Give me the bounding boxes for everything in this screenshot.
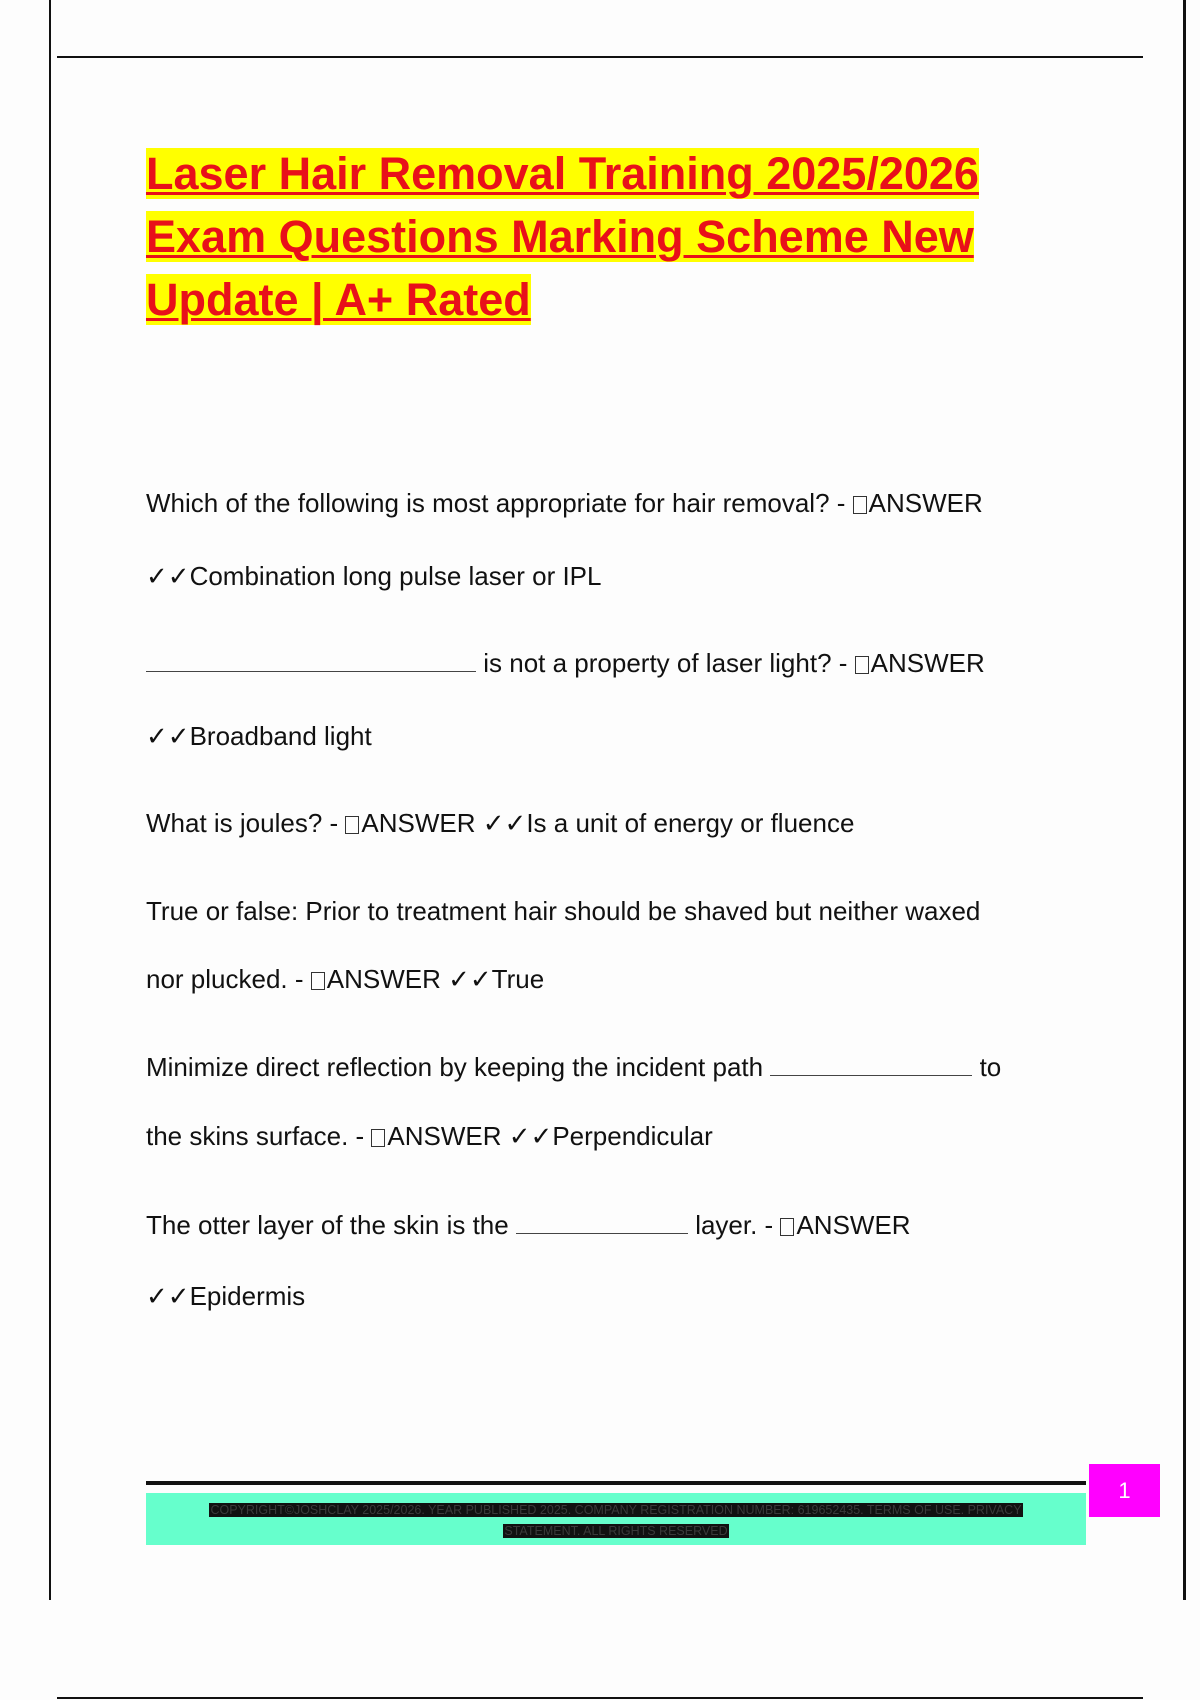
- answer-text: ✓✓True: [440, 964, 545, 994]
- missing-glyph-icon: [371, 1129, 385, 1147]
- question-prompt: to: [979, 1052, 1002, 1082]
- question-text: [146, 1210, 911, 1241]
- answer-label: ANSWER: [326, 964, 441, 994]
- question-text: True or false: Prior to treatment hair should be shaved but neither waxed: [146, 896, 981, 926]
- question-text: [146, 648, 985, 679]
- answer-text: ✓✓Epidermis: [146, 1281, 306, 1311]
- copyright-line-2: STATEMENT. ALL RIGHTS RESERVED: [504, 1524, 728, 1538]
- question-prompt: the skins surface. -: [146, 1121, 372, 1151]
- footer-rule: [146, 1481, 1086, 1485]
- question-prompt: The otter layer of the skin is the: [146, 1210, 509, 1240]
- missing-glyph-icon: [345, 816, 359, 834]
- answer-text: ✓✓Perpendicular: [501, 1121, 713, 1151]
- question-prompt: nor plucked. -: [146, 964, 311, 994]
- question-text: [146, 488, 983, 519]
- fill-in-blank: [146, 651, 476, 672]
- document-title-text: Laser Hair Removal Training 2025/2026 Exam Questions Marking Scheme New Update | A+ Rated: [146, 148, 979, 325]
- answer-label: ANSWER: [361, 808, 476, 838]
- document-title: [146, 142, 1086, 331]
- question-prompt: Which of the following is most appropriate for hair removal? -: [146, 488, 853, 518]
- fill-in-blank: [770, 1055, 972, 1076]
- fill-in-blank: [516, 1213, 688, 1234]
- missing-glyph-icon: [855, 656, 869, 674]
- copyright-line-1: COPYRIGHT©JOSHCLAY 2025/2026. YEAR PUBLISHED 2025. COMPANY REGISTRATION NUMBER: 619652435. TERMS OF USE. PRIVACY: [210, 1503, 1022, 1517]
- answer-label: ANSWER: [868, 488, 983, 518]
- question-prompt: is not a property of laser light? -: [483, 648, 855, 678]
- question-text: [146, 808, 854, 839]
- page-number: 1: [1118, 1477, 1131, 1503]
- copyright-notice: [170, 1500, 1062, 1542]
- header-rule: [57, 56, 1143, 58]
- question-prompt: What is joules? -: [146, 808, 346, 838]
- question-prompt: layer. -: [687, 1210, 781, 1240]
- answer-text: ✓✓Combination long pulse laser or IPL: [146, 561, 602, 591]
- page-number-badge: [1089, 1464, 1160, 1517]
- answer-text: ✓✓Broadband light: [146, 721, 372, 751]
- question-text: [146, 964, 544, 995]
- answer-label: ANSWER: [387, 1121, 502, 1151]
- missing-glyph-icon: [311, 972, 325, 990]
- answer-label: ANSWER: [796, 1210, 911, 1240]
- question-prompt: Minimize direct reflection by keeping the incident path: [146, 1052, 764, 1082]
- question-text: [146, 1052, 1001, 1083]
- missing-glyph-icon: [780, 1218, 794, 1236]
- page-border-right: [1183, 0, 1186, 1600]
- question-text: [146, 1121, 713, 1152]
- answer-label: ANSWER: [870, 648, 985, 678]
- missing-glyph-icon: [853, 496, 867, 514]
- answer-text: ✓✓Is a unit of energy or fluence: [475, 808, 855, 838]
- page-bottom-rule: [57, 1697, 1143, 1699]
- page-border-left: [49, 0, 51, 1600]
